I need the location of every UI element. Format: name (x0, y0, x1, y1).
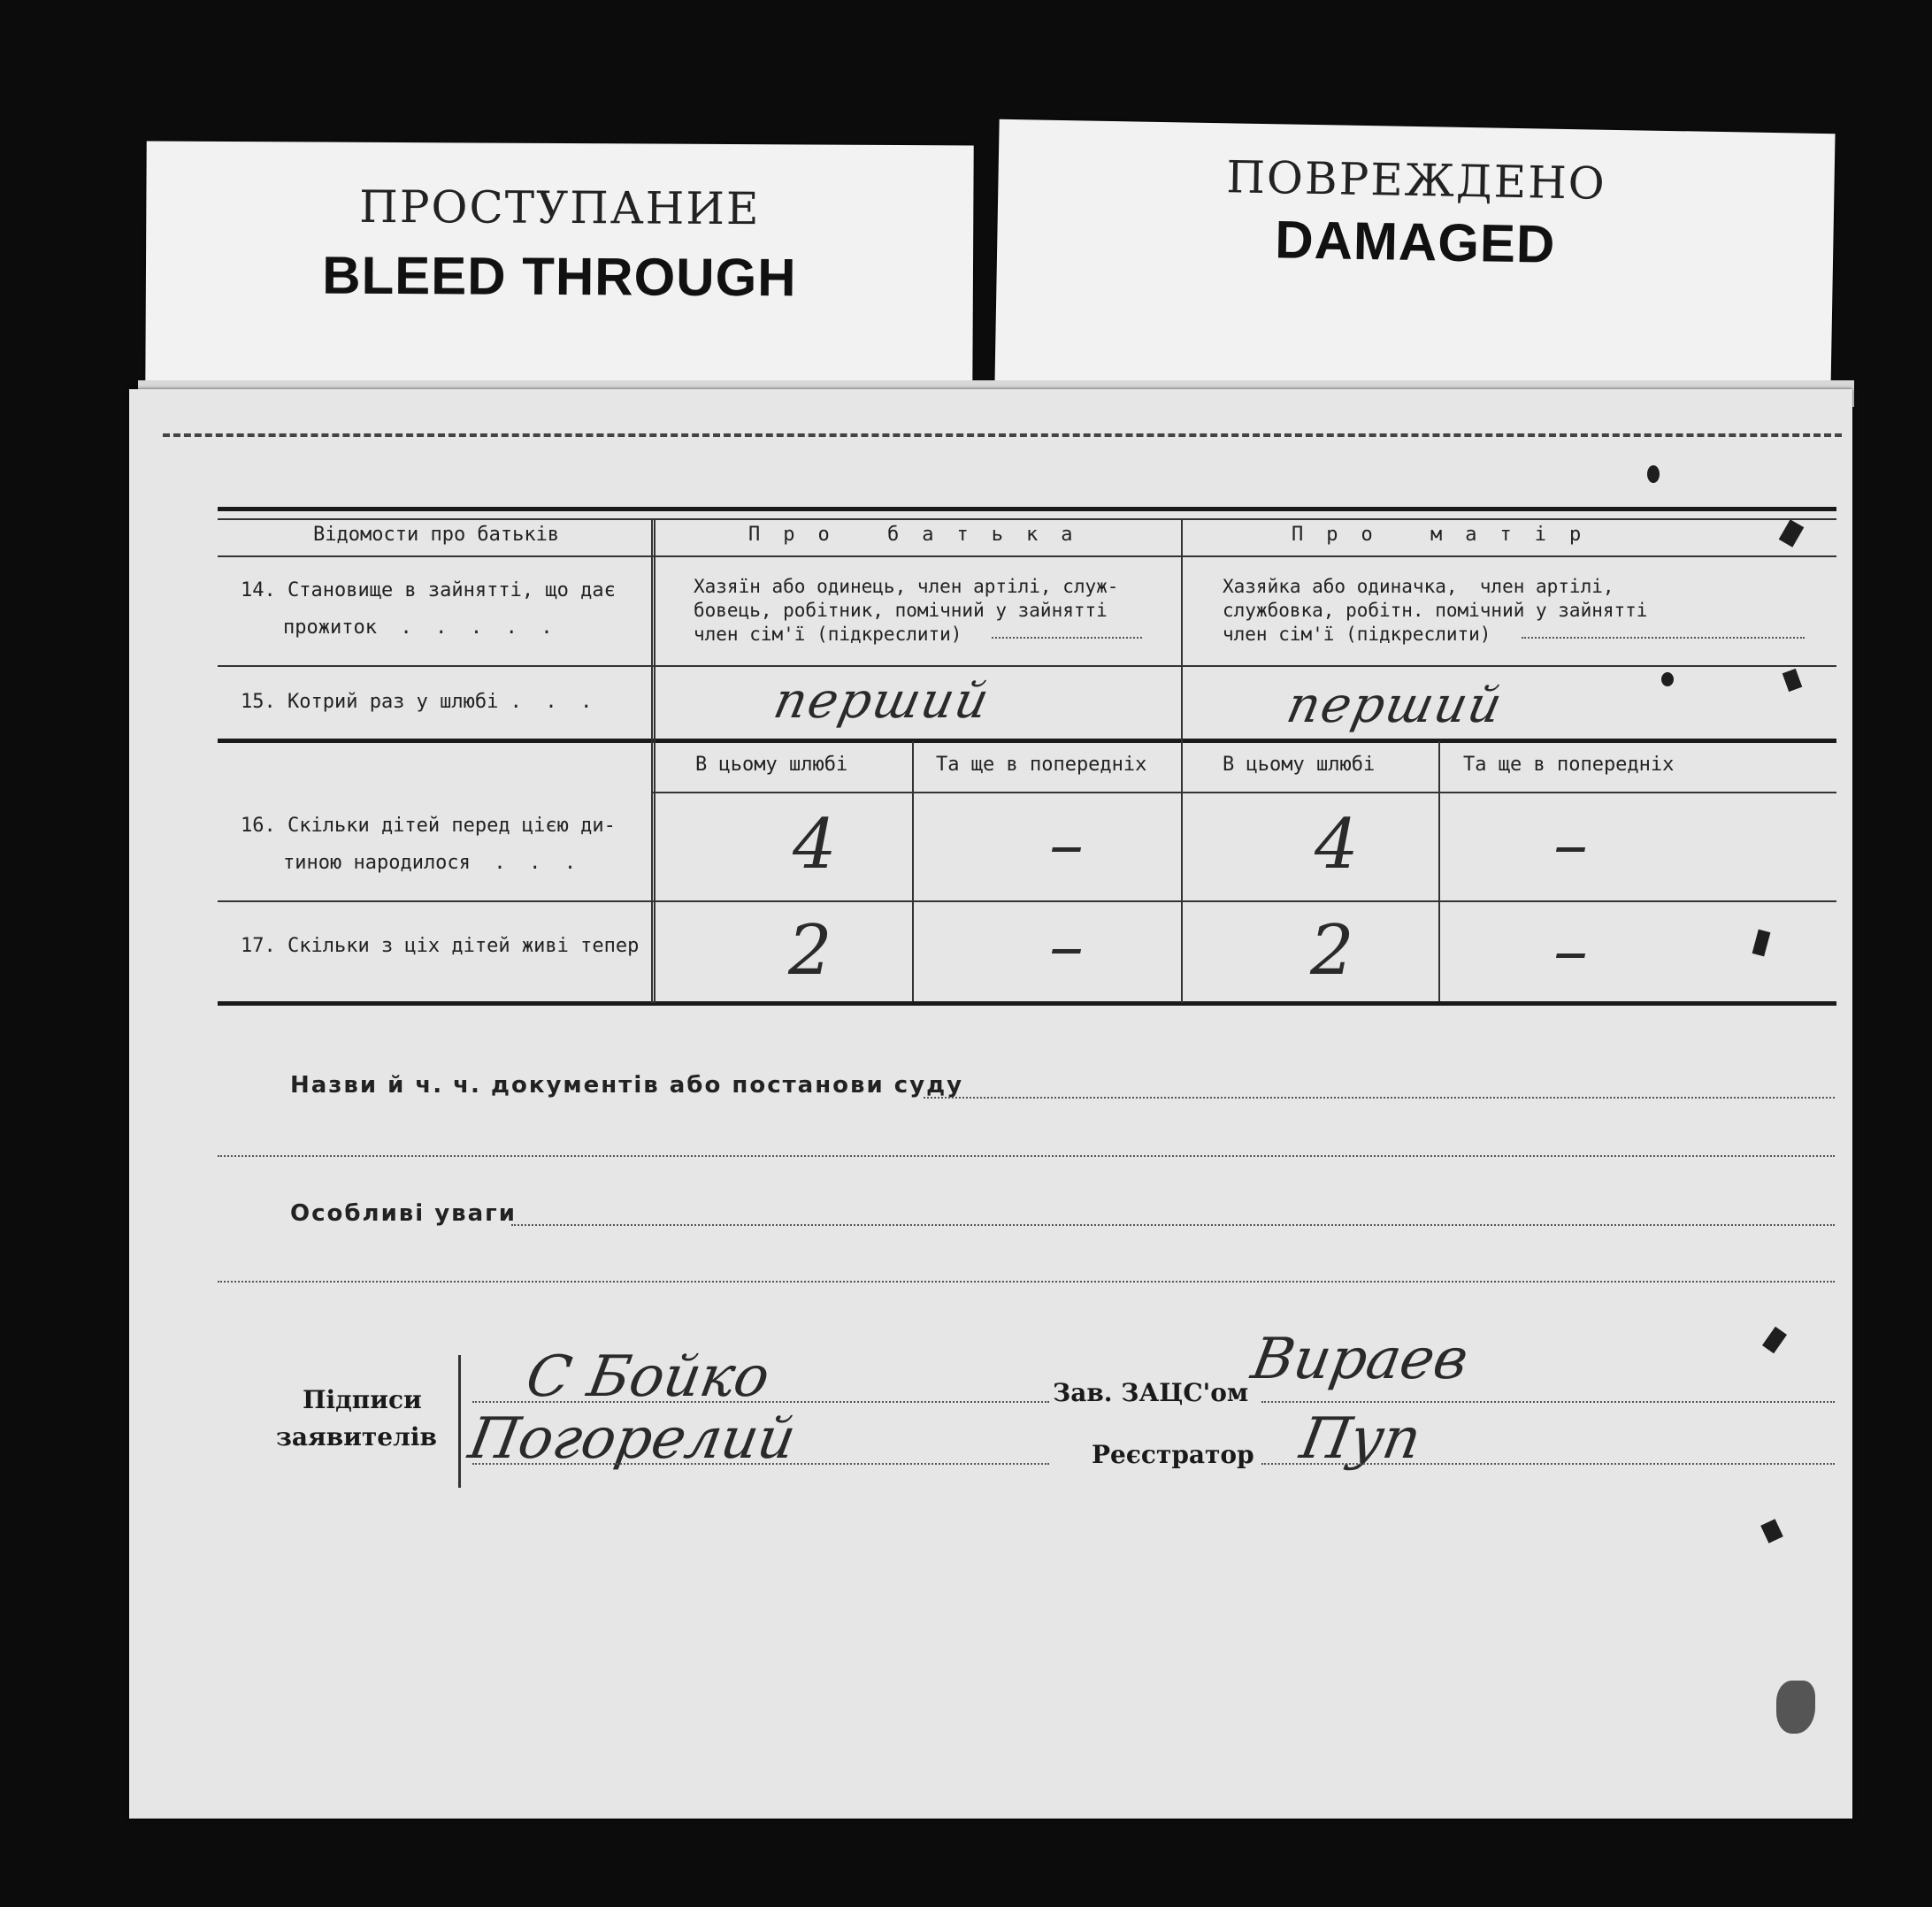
applicants-label-2: заявителів (276, 1422, 437, 1451)
row14-father-dots (992, 637, 1142, 639)
applicant1-line (472, 1401, 1049, 1403)
row14-mother-dots (1522, 637, 1805, 639)
header-mother: Про матір (1292, 524, 1605, 546)
row14-father-text: Хазяїн або одинець, член артілі, служ- бовець, робітник, помічний у зайнятті член сім'ї (підкреслити) (694, 576, 1119, 645)
col-divider-father (912, 741, 914, 1001)
row16-father-prev: – (1049, 805, 1084, 885)
registrar-label: Реєстратор (1092, 1440, 1254, 1469)
row15-mother-value: перший (1282, 677, 1509, 734)
damage-mark (1776, 1681, 1815, 1734)
documents-line (924, 1097, 1835, 1099)
header-bottom-rule (218, 555, 1836, 557)
applicant2-line (472, 1463, 1049, 1465)
row17-label: 17. Скільки з ціх дітей живі тепер (241, 935, 640, 957)
row14-label-1: 14. Становище в зайнятті, що дає (241, 579, 616, 601)
header-section: Відомости про батьків (313, 524, 560, 546)
header-father: Про батька (748, 524, 1096, 546)
table-top-rule-inner (218, 518, 1836, 520)
registrar-signature: Пуп (1295, 1406, 1426, 1472)
applicant2-signature: Погорелий (464, 1406, 801, 1472)
perforation-line (163, 433, 1842, 437)
damaged-card (994, 119, 1835, 399)
row17-mother-this: 2 (1310, 911, 1354, 991)
col-divider-mother (1438, 741, 1440, 1001)
row15-father-value: перший (769, 672, 996, 730)
subheader-father-this: В цьому шлюбі (695, 754, 848, 776)
documents-label: Назви й ч. ч. документів або постанови суду (290, 1072, 964, 1099)
col-divider-parents (1181, 518, 1183, 1003)
damaged-card-en: DAMAGED (1274, 210, 1556, 274)
damage-mark (1760, 1519, 1783, 1543)
damage-mark (1762, 1327, 1787, 1353)
form-sheet (129, 389, 1852, 1819)
damaged-card-ru: ПОВРЕЖДЕНО (1225, 151, 1607, 210)
row16-label-1: 16. Скільки дітей перед цією ди- (241, 815, 616, 837)
bleed-through-card (145, 142, 973, 394)
row16-bottom-rule (218, 900, 1836, 902)
row16-father-this: 4 (793, 805, 837, 885)
row14-label-2: прожиток . . . . . (283, 617, 553, 639)
row16-label-2: тиною народилося . . . (283, 852, 577, 874)
subheader-father-prev: Та ще в попередніх (936, 754, 1147, 776)
subheader-mother-this: В цьому шлюбі (1223, 754, 1376, 776)
damage-mark (1779, 519, 1805, 548)
row17-father-prev: – (1049, 907, 1084, 986)
subheader-bottom-rule (653, 792, 1836, 793)
table-bottom-rule (218, 1001, 1836, 1006)
remarks-line-2 (218, 1281, 1835, 1283)
subheader-mother-prev: Та ще в попередніх (1463, 754, 1675, 776)
damage-mark (1752, 930, 1771, 957)
row14-mother-text: Хазяйка або одиначка, член артілі, службовка, робітн. помічний у зайнятті член сім'ї (підкреслити) (1223, 576, 1648, 645)
applicants-label-1: Підписи (303, 1385, 422, 1414)
head-signature: Вираев (1246, 1327, 1474, 1392)
row15-bottom-rule (218, 739, 1836, 743)
applicant1-signature: С Бойко (521, 1344, 775, 1410)
documents-line-2 (218, 1155, 1835, 1157)
damage-mark (1661, 672, 1674, 686)
head-line (1261, 1401, 1835, 1403)
damage-mark (1782, 669, 1803, 692)
row17-father-this: 2 (788, 911, 832, 991)
col-divider-label (651, 518, 656, 1003)
table-top-rule (218, 507, 1836, 511)
bleed-through-card-ru: ПРОСТУПАНИЕ (359, 180, 761, 235)
registrar-line (1261, 1463, 1835, 1465)
row16-mother-this: 4 (1315, 805, 1359, 885)
row17-mother-prev: – (1553, 911, 1588, 991)
remarks-label: Особливі уваги (290, 1200, 517, 1227)
head-label: Зав. ЗАЦС'ом (1053, 1378, 1249, 1407)
row16-mother-prev: – (1553, 805, 1588, 885)
bleed-through-card-en: BLEED THROUGH (322, 245, 797, 308)
row14-bottom-rule (218, 665, 1836, 667)
damage-mark (1647, 465, 1660, 483)
row15-label: 15. Котрий раз у шлюбі . . . (241, 691, 593, 713)
remarks-line (511, 1224, 1835, 1226)
applicants-brace (458, 1355, 461, 1488)
